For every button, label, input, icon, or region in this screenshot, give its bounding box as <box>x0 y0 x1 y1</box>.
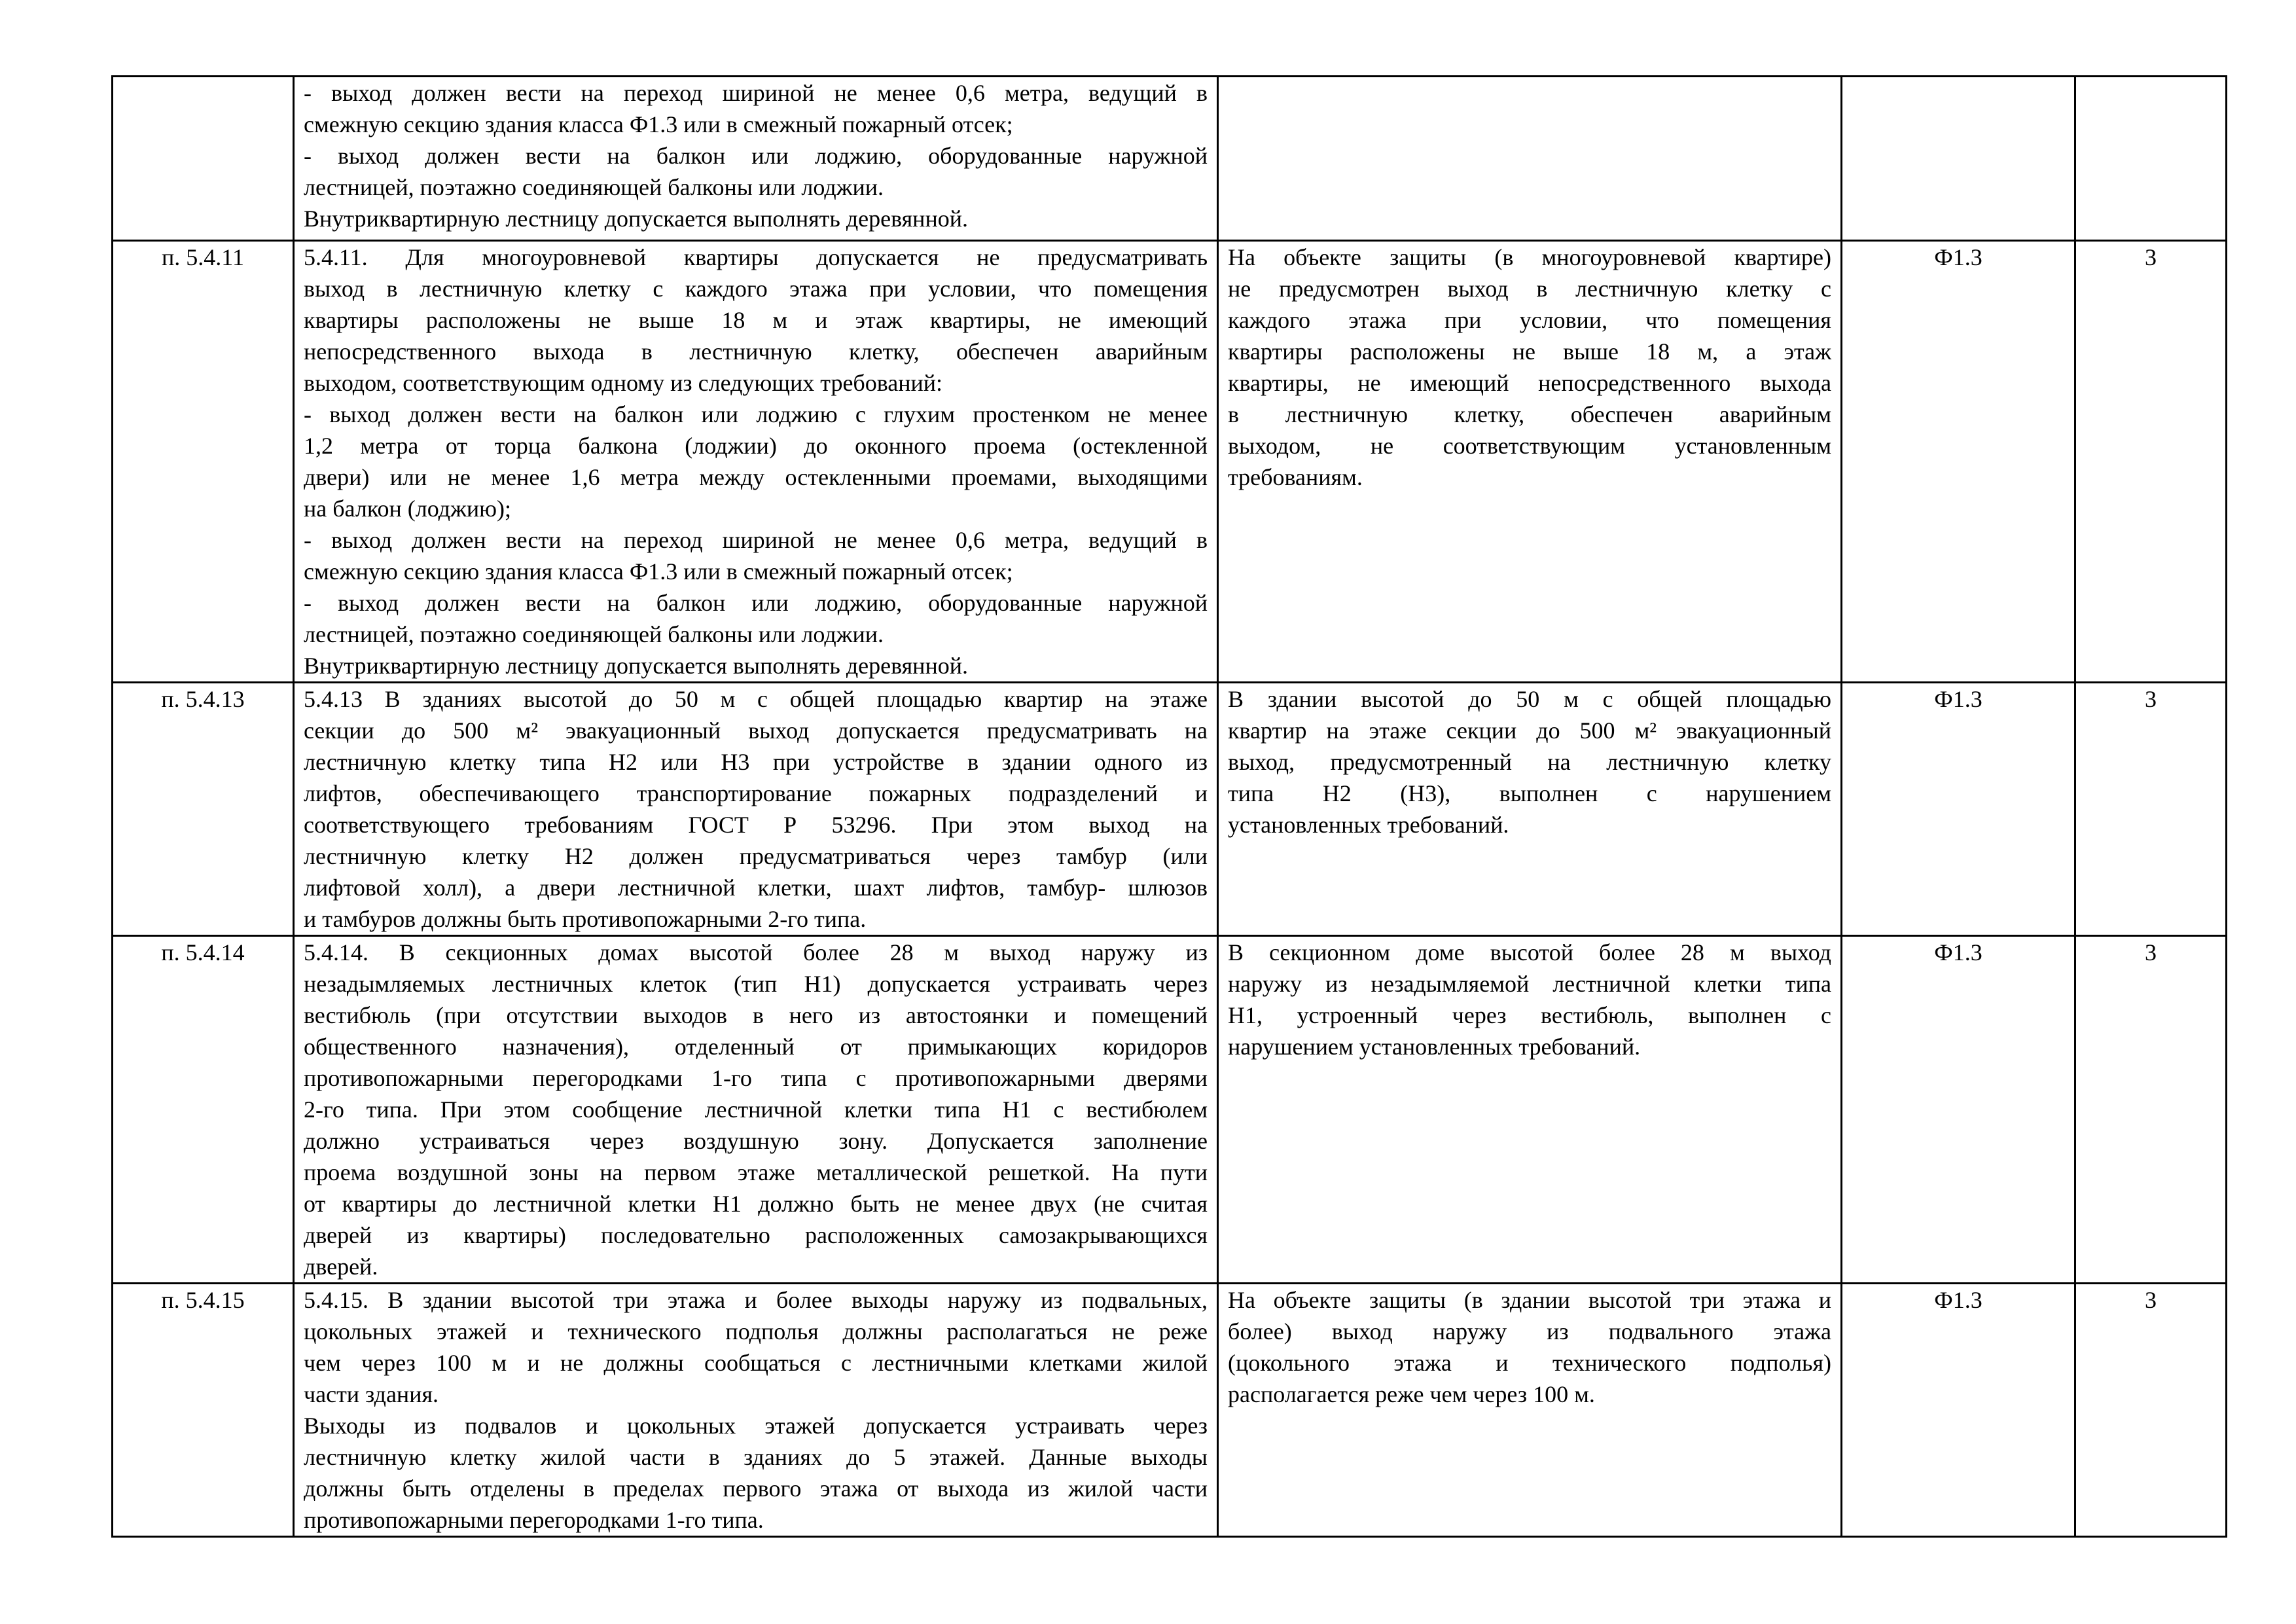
severity-cell: 3 <box>2075 1284 2227 1537</box>
class-cell: Ф1.3 <box>1842 936 2075 1284</box>
violation-cell <box>1218 683 1842 936</box>
violation-line: не предусмотрен выход в лестничную клетку с <box>1228 276 1831 302</box>
table-row <box>113 1284 2227 1537</box>
requirement-line: непосредственного выхода в лестничную клетку, обеспечен аварийным <box>304 338 1208 365</box>
violation-line: располагается реже чем через 100 м. <box>1228 1381 1595 1407</box>
requirement-line: лестницей, поэтажно соединяющей балконы или лоджии. <box>304 174 884 200</box>
violation-line: Н1, устроенный через вестибюль, выполнен с <box>1228 1002 1831 1028</box>
violation-line: квартиры расположены не выше 18 м, а этаж <box>1228 338 1831 365</box>
violation-line: (цокольного этажа и технического подполья) <box>1228 1350 1831 1376</box>
requirement-line: соответствующего требованиям ГОСТ Р 53296. При этом выход на <box>304 812 1208 838</box>
requirement-line: 5.4.14. В секционных домах высотой более 28 м выход наружу из <box>304 939 1208 965</box>
violation-line: каждого этажа при условии, что помещения <box>1228 307 1831 333</box>
violation-line: На объекте защиты (в здании высотой три этажа и <box>1228 1287 1831 1313</box>
requirement-line: Внутриквартирную лестницу допускается выполнять деревянной. <box>304 206 968 232</box>
requirement-line: противопожарными перегородками 1-го типа. <box>304 1507 764 1533</box>
violation-line: квартир на этаже секции до 500 м² эвакуационный <box>1228 717 1831 744</box>
requirements-table <box>111 75 2227 1538</box>
class-cell: Ф1.3 <box>1842 241 2075 683</box>
clause-cell <box>113 77 294 241</box>
violation-line: В секционном доме высотой более 28 м выход <box>1228 939 1831 965</box>
requirement-line: дверей из квартиры) последовательно расположенных самозакрывающихся <box>304 1222 1208 1248</box>
violation-line: квартиры, не имеющий непосредственного выхода <box>1228 370 1831 396</box>
violation-cell <box>1218 77 1842 241</box>
requirement-line: выходом, соответствующим одному из следующих требований: <box>304 370 943 396</box>
requirement-line: - выход должен вести на переход шириной не менее 0,6 метра, ведущий в <box>304 527 1208 553</box>
requirement-line: Выходы из подвалов и цокольных этажей допускается устраивать через <box>304 1413 1208 1439</box>
requirement-line: чем через 100 м и не должны сообщаться с лестничными клетками жилой <box>304 1350 1208 1376</box>
class-cell: Ф1.3 <box>1842 1284 2075 1537</box>
violation-line: требованиям. <box>1228 464 1363 490</box>
requirement-line: двери) или не менее 1,6 метра между остекленными проемами, выходящими <box>304 464 1208 490</box>
requirement-line: 5.4.11. Для многоуровневой квартиры допускается не предусматривать <box>304 244 1208 270</box>
requirement-line: - выход должен вести на балкон или лоджию, оборудованные наружной <box>304 590 1208 616</box>
requirement-line: 1,2 метра от торца балкона (лоджии) до оконного проема (остекленной <box>304 433 1208 459</box>
requirement-line: выход в лестничную клетку с каждого этажа при условии, что помещения <box>304 276 1208 302</box>
violation-cell <box>1218 936 1842 1284</box>
violation-line: выходом, не соответствующим установленным <box>1228 433 1831 459</box>
violation-line: типа Н2 (Н3), выполнен с нарушением <box>1228 780 1831 806</box>
table-body <box>113 77 2227 1537</box>
document-page <box>111 75 2225 1538</box>
requirement-line: Внутриквартирную лестницу допускается выполнять деревянной. <box>304 653 968 679</box>
requirement-line: смежную секцию здания класса Ф1.3 или в смежный пожарный отсек; <box>304 111 1013 137</box>
table-row <box>113 241 2227 683</box>
violation-line: установленных требований. <box>1228 812 1509 838</box>
requirement-line: должно устраиваться через воздушную зону. Допускается заполнение <box>304 1128 1208 1154</box>
requirement-line: на балкон (лоджию); <box>304 496 512 522</box>
clause-cell: п. 5.4.14 <box>113 936 294 1284</box>
requirement-line: - выход должен вести на балкон или лоджию с глухим простенком не менее <box>304 401 1208 427</box>
violation-line: На объекте защиты (в многоуровневой квартире) <box>1228 244 1831 270</box>
requirement-line: лифтов, обеспечивающего транспортирование пожарных подразделений и <box>304 780 1208 806</box>
requirement-line: противопожарными перегородками 1-го типа с противопожарными дверями <box>304 1065 1208 1091</box>
clause-cell: п. 5.4.15 <box>113 1284 294 1537</box>
requirement-line: и тамбуров должны быть противопожарными 2-го типа. <box>304 906 867 932</box>
violation-cell <box>1218 241 1842 683</box>
requirement-cell <box>294 77 1218 241</box>
requirement-cell <box>294 936 1218 1284</box>
severity-cell: 3 <box>2075 683 2227 936</box>
table-row <box>113 77 2227 241</box>
requirement-line: смежную секцию здания класса Ф1.3 или в смежный пожарный отсек; <box>304 558 1013 585</box>
table-row <box>113 936 2227 1284</box>
requirement-line: общественного назначения), отделенный от примыкающих коридоров <box>304 1034 1208 1060</box>
requirement-line: - выход должен вести на переход шириной не менее 0,6 метра, ведущий в <box>304 80 1208 106</box>
violation-line: в лестничную клетку, обеспечен аварийным <box>1228 401 1831 427</box>
severity-cell <box>2075 77 2227 241</box>
requirement-line: незадымляемых лестничных клеток (тип Н1) допускается устраивать через <box>304 971 1208 997</box>
requirement-line: 5.4.15. В здании высотой три этажа и более выходы наружу из подвальных, <box>304 1287 1208 1313</box>
violation-line: нарушением установленных требований. <box>1228 1034 1641 1060</box>
table-row <box>113 683 2227 936</box>
severity-cell: 3 <box>2075 936 2227 1284</box>
requirement-line: от квартиры до лестничной клетки Н1 должно быть не менее двух (не считая <box>304 1191 1208 1217</box>
class-cell <box>1842 77 2075 241</box>
requirement-line: вестибюль (при отсутствии выходов в него из автостоянки и помещений <box>304 1002 1208 1028</box>
requirement-line: проема воздушной зоны на первом этаже металлической решеткой. На пути <box>304 1159 1208 1185</box>
requirement-line: лестницей, поэтажно соединяющей балконы или лоджии. <box>304 621 884 647</box>
violation-line: выход, предусмотренный на лестничную клетку <box>1228 749 1831 775</box>
requirement-line: лестничную клетку Н2 должен предусматриваться через тамбур (или <box>304 843 1208 869</box>
requirement-line: лестничную клетку жилой части в зданиях до 5 этажей. Данные выходы <box>304 1444 1208 1470</box>
violation-cell <box>1218 1284 1842 1537</box>
clause-cell: п. 5.4.11 <box>113 241 294 683</box>
requirement-cell <box>294 1284 1218 1537</box>
requirement-line: лестничную клетку типа Н2 или Н3 при устройстве в здании одного из <box>304 749 1208 775</box>
requirement-line: 2-го типа. При этом сообщение лестничной клетки типа Н1 с вестибюлем <box>304 1096 1208 1123</box>
requirement-line: - выход должен вести на балкон или лоджию, оборудованные наружной <box>304 143 1208 169</box>
requirement-line: секции до 500 м² эвакуационный выход допускается предусматривать на <box>304 717 1208 744</box>
severity-cell: 3 <box>2075 241 2227 683</box>
class-cell: Ф1.3 <box>1842 683 2075 936</box>
requirement-line: части здания. <box>304 1381 439 1407</box>
violation-line: В здании высотой до 50 м с общей площадью <box>1228 686 1831 712</box>
requirement-line: дверей. <box>304 1254 378 1280</box>
requirement-line: 5.4.13 В зданиях высотой до 50 м с общей площадью квартир на этаже <box>304 686 1208 712</box>
requirement-line: лифтовой холл), а двери лестничной клетки, шахт лифтов, тамбур- шлюзов <box>304 875 1208 901</box>
violation-line: более) выход наружу из подвального этажа <box>1228 1318 1831 1344</box>
requirement-line: цокольных этажей и технического подполья должны располагаться не реже <box>304 1318 1208 1344</box>
violation-line: наружу из незадымляемой лестничной клетки типа <box>1228 971 1831 997</box>
requirement-line: должны быть отделены в пределах первого этажа от выхода из жилой части <box>304 1475 1208 1502</box>
requirement-cell <box>294 683 1218 936</box>
clause-cell: п. 5.4.13 <box>113 683 294 936</box>
requirement-cell <box>294 241 1218 683</box>
requirement-line: квартиры расположены не выше 18 м и этаж квартиры, не имеющий <box>304 307 1208 333</box>
